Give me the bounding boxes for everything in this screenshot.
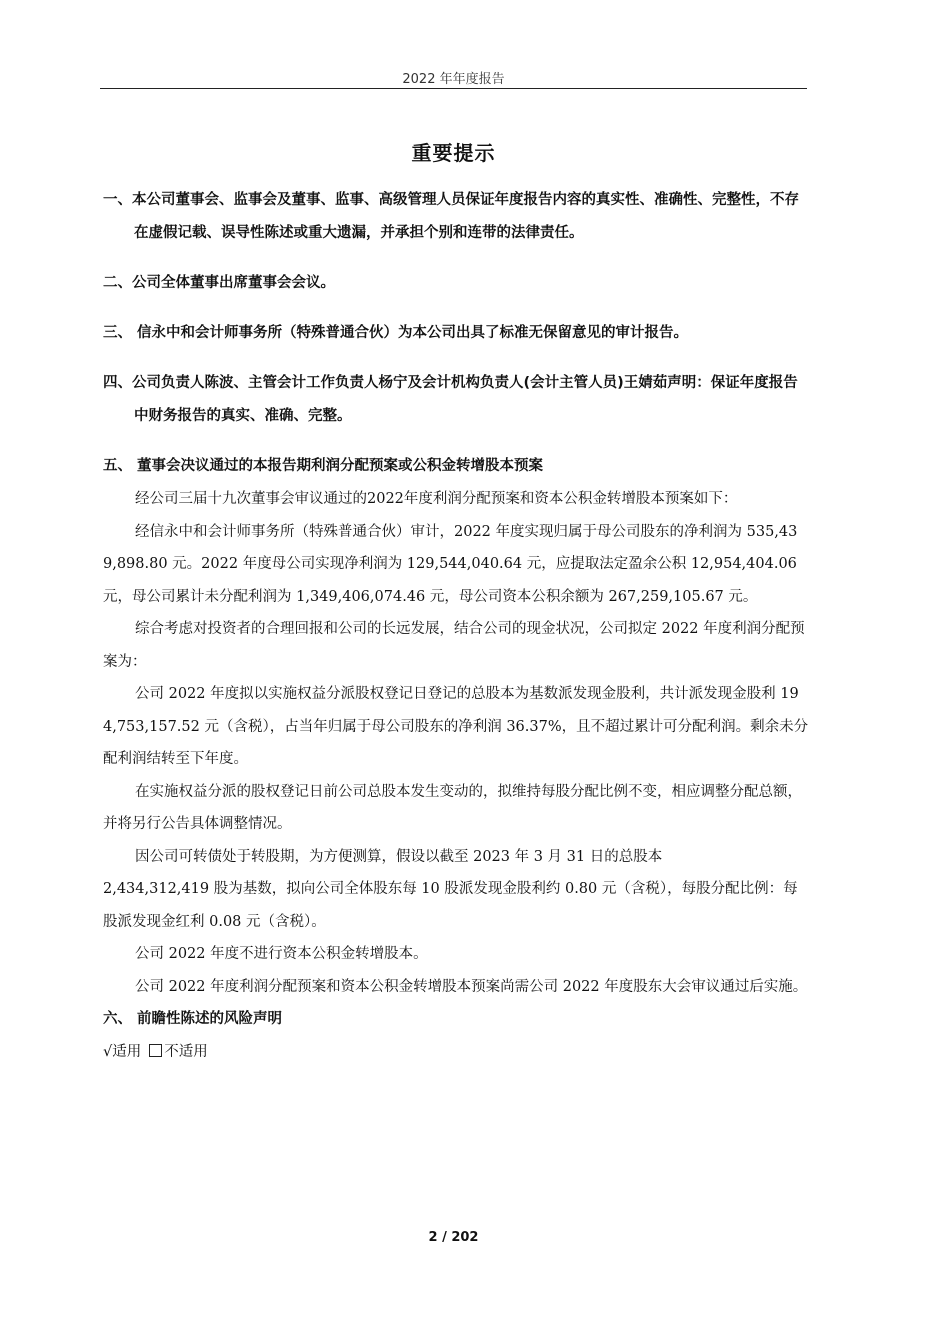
item-1: 一、本公司董事会、监事会及董事、监事、高级管理人员保证年度报告内容的真实性、准确性、完整性，不存在虚假记载、误导性陈述或重大遗漏，并承担个别和连带的法律责任。 <box>103 192 799 241</box>
item-3: 三、 信永中和会计师事务所（特殊普通合伙）为本公司出具了标准无保留意见的审计报告。 <box>103 325 689 341</box>
applicability-options <box>103 1036 809 1068</box>
section-6-heading: 六、 前瞻性陈述的风险声明 <box>103 1011 283 1027</box>
paragraph-convertible: 因公司可转债处于转股期，为方便测算，假设以截至 2023 年 3 月 31 日的总股本 <box>135 848 663 865</box>
page-header-title: 2022 年年度报告 <box>402 72 505 87</box>
page-title: 重要提示 <box>411 141 496 165</box>
paragraph-adjustment: 在实施权益分派的股权登记日前公司总股本发生变动的，拟维持每股分配比例不变，相应调整分配总额，并将另行公告具体调整情况。 <box>103 783 802 832</box>
paragraph-dividend: 公司 2022 年度拟以实施权益分派股权登记日登记的总股本为基数派发现金股利，共计派发现金股利 194,753,157.52 元（含税），占当年归属于母公司股东的净利润 36.37%，且不超过累计可分配利润。剩余未分配利润结转至下年度。 <box>103 686 809 767</box>
applicable-checked: √适用 <box>103 1044 142 1060</box>
not-applicable-label: 不适用 <box>164 1044 208 1060</box>
paragraph-intro: 经公司三届十九次董事会审议通过的2022年度利润分配预案和资本公积金转增股本预案如下： <box>135 491 738 507</box>
paragraph-approval: 公司 2022 年度利润分配预案和资本公积金转增股本预案尚需公司 2022 年度股东大会审议通过后实施。 <box>135 978 808 995</box>
item-5-heading: 五、 董事会决议通过的本报告期利润分配预案或公积金转增股本预案 <box>103 458 544 474</box>
paragraph-audit: 经信永中和会计师事务所（特殊普通合伙）审计，2022 年度实现归属于母公司股东的净利润为 535,439,898.80 元。2022 年度母公司实现净利润为 129,544,040.64 元，应提取法定盈余公积 12,954,404.06 元，母公司累计未分配利润为 1,349,406,074.46 元，母公司资本公积余额为 267,259,105.67 元。 <box>103 523 798 605</box>
paragraph-consideration: 综合考虑对投资者的合理回报和公司的长远发展，结合公司的现金状况，公司拟定 2022 年度利润分配预案为： <box>103 621 805 670</box>
checkbox-icon <box>149 1044 162 1057</box>
page-number: 2 / 202 <box>428 1230 479 1245</box>
paragraph-no-capitalization: 公司 2022 年度不进行资本公积金转增股本。 <box>135 946 428 962</box>
item-2: 二、公司全体董事出席董事会会议。 <box>103 275 335 291</box>
header-divider <box>100 88 807 89</box>
paragraph-per-share: 2,434,312,419 股为基数，拟向公司全体股东每 10 股派发现金股利约 0.80 元（含税），每股分配比例：每股派发现金红利 0.08 元（含税）。 <box>103 881 798 930</box>
item-4: 四、公司负责人陈波、主管会计工作负责人杨宁及会计机构负责人(会计主管人员)王婧茹声明：保证年度报告中财务报告的真实、准确、完整。 <box>103 375 798 424</box>
document-body <box>103 184 809 1068</box>
